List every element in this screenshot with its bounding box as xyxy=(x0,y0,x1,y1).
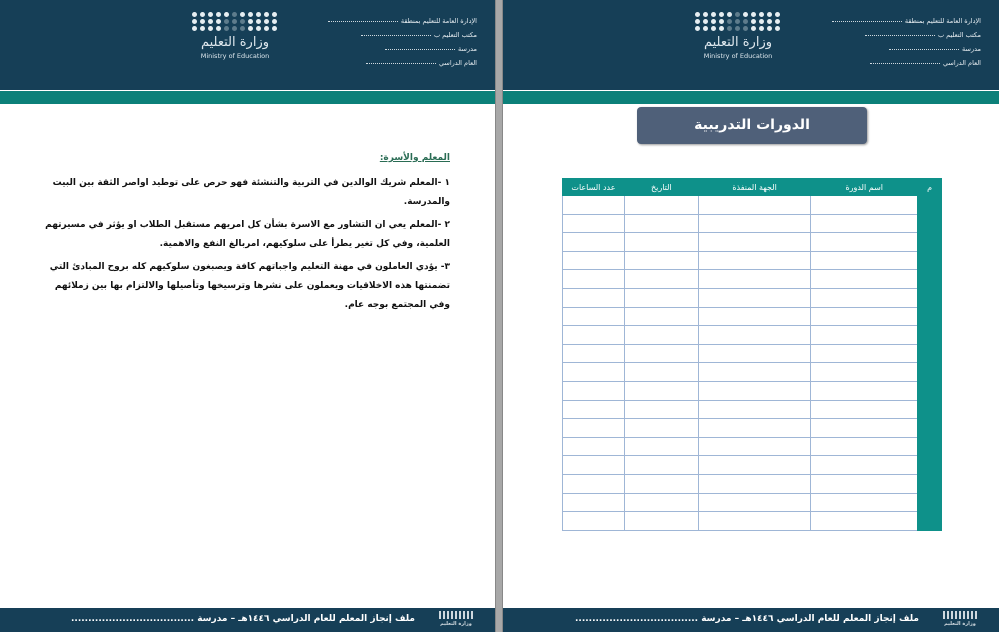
table-cell[interactable] xyxy=(811,251,918,270)
table-cell[interactable] xyxy=(563,493,625,512)
table-cell[interactable] xyxy=(811,456,918,475)
table-cell[interactable] xyxy=(563,400,625,419)
teal-stripe xyxy=(0,91,495,104)
table-cell[interactable] xyxy=(563,233,625,252)
table-cell[interactable] xyxy=(563,326,625,345)
table-cell[interactable] xyxy=(563,381,625,400)
table-cell[interactable] xyxy=(624,456,698,475)
table-cell[interactable] xyxy=(918,326,942,345)
table-cell[interactable] xyxy=(698,512,811,531)
field-office: مكتب التعليم ب xyxy=(434,31,477,39)
col-header-course-name: اسم الدورة xyxy=(811,179,918,196)
table-row xyxy=(563,493,942,512)
table-row xyxy=(563,233,942,252)
page-left xyxy=(0,0,495,632)
table-cell[interactable] xyxy=(811,381,918,400)
table-row xyxy=(563,400,942,419)
header-info xyxy=(328,14,477,70)
table-cell[interactable] xyxy=(918,363,942,382)
teal-stripe xyxy=(503,91,999,104)
table-row xyxy=(563,214,942,233)
logo-arabic: وزارة التعليم xyxy=(703,35,773,50)
table-cell[interactable] xyxy=(918,307,942,326)
paragraph: ٢ -المعلم يعي ان التشاور مع الاسرة بشأن كل امريهم مستقبل الطلاب او يؤثر في مسيرتهم العلمية، وفي كل تغير يطرأ على سلوكيهم، امربالغ النفع والاهمية. xyxy=(45,220,450,249)
table-cell[interactable] xyxy=(811,437,918,456)
table-cell[interactable] xyxy=(811,363,918,382)
page-title: الدورات التدريبية xyxy=(637,107,867,144)
col-header-provider: الجهة المنفذة xyxy=(698,179,811,196)
table-cell[interactable] xyxy=(624,344,698,363)
table-cell[interactable] xyxy=(698,307,811,326)
table-cell[interactable] xyxy=(624,493,698,512)
field-region: الإدارة العامة للتعليم بمنطقة xyxy=(400,17,477,25)
logo-english: Ministry of Education xyxy=(703,52,773,60)
table-cell[interactable] xyxy=(624,400,698,419)
page-divider xyxy=(495,0,503,632)
table-cell[interactable] xyxy=(698,214,811,233)
footer-logo-icon: وزارة التعليم xyxy=(943,611,977,629)
table-cell[interactable] xyxy=(698,400,811,419)
col-header-date: التاريخ xyxy=(624,179,698,196)
table-cell[interactable] xyxy=(698,363,811,382)
table-cell[interactable] xyxy=(698,437,811,456)
logo-english: Ministry of Education xyxy=(200,52,270,60)
table-row xyxy=(563,344,942,363)
table-cell[interactable] xyxy=(563,196,625,215)
table-row xyxy=(563,363,942,382)
table-cell[interactable] xyxy=(811,214,918,233)
footer-logo-icon: وزارة التعليم xyxy=(439,611,473,629)
ministry-logo xyxy=(190,12,280,60)
table-cell[interactable] xyxy=(918,456,942,475)
logo-arabic: وزارة التعليم xyxy=(200,35,270,50)
table-cell[interactable] xyxy=(698,326,811,345)
logo-dots-icon xyxy=(190,12,280,31)
table-cell[interactable] xyxy=(811,288,918,307)
field-year: العام الدراسي xyxy=(438,59,477,67)
table-cell[interactable] xyxy=(563,344,625,363)
table-cell[interactable] xyxy=(918,196,942,215)
ministry-logo xyxy=(693,12,783,60)
page-header xyxy=(0,0,495,90)
col-header-hours: عدد الساعات xyxy=(563,179,625,196)
table-row xyxy=(563,196,942,215)
table-cell[interactable] xyxy=(563,363,625,382)
table-cell[interactable] xyxy=(624,419,698,438)
table-cell[interactable] xyxy=(698,251,811,270)
table-row xyxy=(563,326,942,345)
table-cell[interactable] xyxy=(698,419,811,438)
footer-text: ملف إنجاز المعلم للعام الدراسي ١٤٤٦هـ – مدرسة .................................... xyxy=(71,614,415,624)
table-cell[interactable] xyxy=(811,270,918,289)
table-row xyxy=(563,456,942,475)
table-row xyxy=(563,288,942,307)
table-cell[interactable] xyxy=(918,214,942,233)
table-cell[interactable] xyxy=(918,493,942,512)
table-cell[interactable] xyxy=(811,493,918,512)
table-row xyxy=(563,419,942,438)
table-cell[interactable] xyxy=(624,233,698,252)
table-cell[interactable] xyxy=(918,270,942,289)
table-cell[interactable] xyxy=(624,288,698,307)
field-year: العام الدراسي xyxy=(942,59,981,67)
table-cell[interactable] xyxy=(624,307,698,326)
table-cell[interactable] xyxy=(811,474,918,493)
table-cell[interactable] xyxy=(918,251,942,270)
field-office: مكتب التعليم ب xyxy=(938,31,981,39)
training-courses-table xyxy=(562,178,942,531)
table-cell[interactable] xyxy=(918,512,942,531)
table-cell[interactable] xyxy=(624,196,698,215)
table-cell[interactable] xyxy=(698,233,811,252)
table-cell[interactable] xyxy=(624,474,698,493)
table-cell[interactable] xyxy=(563,437,625,456)
table-cell[interactable] xyxy=(811,233,918,252)
table-cell[interactable] xyxy=(698,344,811,363)
field-school: مدرسة xyxy=(458,45,477,53)
page-footer xyxy=(0,608,495,632)
table-cell[interactable] xyxy=(918,381,942,400)
table-cell[interactable] xyxy=(563,512,625,531)
table-cell[interactable] xyxy=(811,307,918,326)
table-cell[interactable] xyxy=(918,344,942,363)
table-cell[interactable] xyxy=(811,419,918,438)
field-region: الإدارة العامة للتعليم بمنطقة xyxy=(904,17,981,25)
table-cell[interactable] xyxy=(624,381,698,400)
teacher-family-section xyxy=(40,153,450,319)
table-row xyxy=(563,474,942,493)
table-cell[interactable] xyxy=(811,400,918,419)
table-cell[interactable] xyxy=(811,196,918,215)
table-cell[interactable] xyxy=(563,419,625,438)
table-cell[interactable] xyxy=(811,512,918,531)
table-cell[interactable] xyxy=(563,214,625,233)
table-cell[interactable] xyxy=(624,214,698,233)
page-right xyxy=(503,0,999,632)
table-row xyxy=(563,381,942,400)
table-cell[interactable] xyxy=(918,419,942,438)
table-cell[interactable] xyxy=(563,307,625,326)
table-cell[interactable] xyxy=(624,270,698,289)
table-cell[interactable] xyxy=(918,400,942,419)
table-cell[interactable] xyxy=(918,474,942,493)
table-cell[interactable] xyxy=(811,344,918,363)
table-cell[interactable] xyxy=(698,381,811,400)
table-cell[interactable] xyxy=(624,363,698,382)
field-school: مدرسة xyxy=(962,45,981,53)
table-cell[interactable] xyxy=(698,270,811,289)
paragraph: ١ -المعلم شريك الوالدين في التربية والتنشئة فهو حرص على توطيد اواصر الثقة بين البيت والمدرسة. xyxy=(52,178,450,207)
table-row xyxy=(563,307,942,326)
table-cell[interactable] xyxy=(698,474,811,493)
page-header xyxy=(503,0,999,90)
table-cell[interactable] xyxy=(624,326,698,345)
table-cell[interactable] xyxy=(698,456,811,475)
table-cell[interactable] xyxy=(698,196,811,215)
table-row xyxy=(563,512,942,531)
col-header-number: م xyxy=(918,179,942,196)
table-cell[interactable] xyxy=(624,251,698,270)
table-cell[interactable] xyxy=(918,437,942,456)
table-cell[interactable] xyxy=(698,288,811,307)
table-cell[interactable] xyxy=(698,493,811,512)
table-cell[interactable] xyxy=(918,233,942,252)
paragraph: ٣- يؤدي العاملون في مهنة التعليم واجباتهم كافة ويصبغون سلوكيهم كله بروح المبادئ التي تضمنتها هذه الاخلاقيات ويعملون على نشرها وترسيخها وتأصيلها والالتزام بها بين زملائهم وفي المجتمع بوجه عام. xyxy=(49,262,450,310)
table-cell[interactable] xyxy=(563,270,625,289)
page-footer xyxy=(503,608,999,632)
table-cell[interactable] xyxy=(918,288,942,307)
header-info xyxy=(832,14,981,70)
table-row xyxy=(563,270,942,289)
table-cell[interactable] xyxy=(624,512,698,531)
table-cell[interactable] xyxy=(563,456,625,475)
table-row xyxy=(563,437,942,456)
logo-dots-icon xyxy=(693,12,783,31)
table-cell[interactable] xyxy=(624,437,698,456)
table-cell[interactable] xyxy=(563,251,625,270)
footer-text: ملف إنجاز المعلم للعام الدراسي ١٤٤٦هـ – مدرسة .................................... xyxy=(575,614,919,624)
table-cell[interactable] xyxy=(563,288,625,307)
table-row xyxy=(563,251,942,270)
section-heading: المعلم والأسرة: xyxy=(379,153,450,163)
table-cell[interactable] xyxy=(811,326,918,345)
table-cell[interactable] xyxy=(563,474,625,493)
